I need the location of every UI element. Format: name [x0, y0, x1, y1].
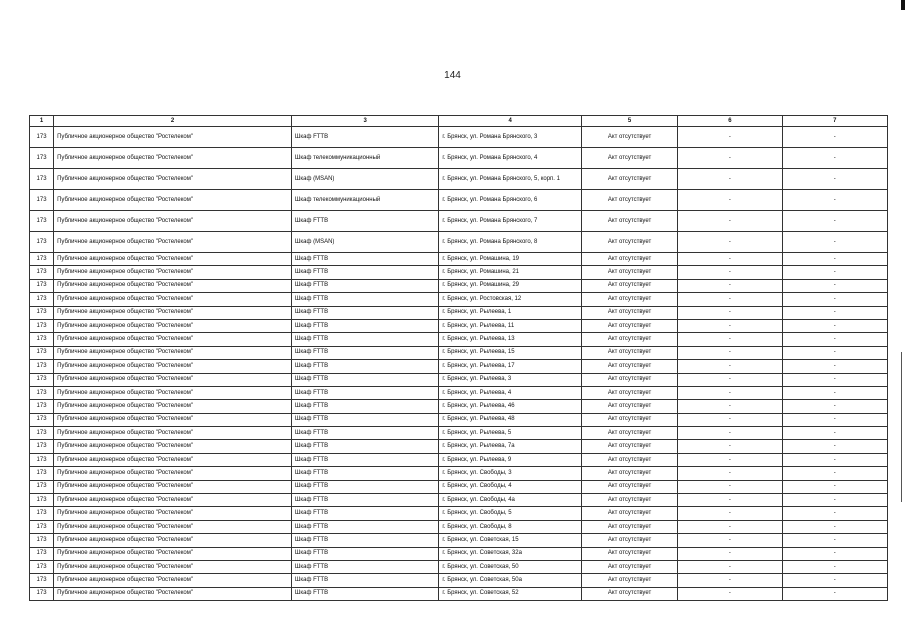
cell-address: г. Брянск, ул. Рылеева, 4: [439, 386, 581, 399]
cell-object: Шкаф FTTB: [291, 127, 439, 148]
cell-col7: -: [782, 440, 887, 453]
cell-address: г. Брянск, ул. Романа Брянского, 6: [439, 190, 581, 211]
table-row: [30, 169, 888, 190]
cell-col7: -: [782, 574, 887, 587]
cell-col7: -: [782, 373, 887, 386]
cell-number: 173: [30, 319, 54, 332]
cell-object: Шкаф FTTB: [291, 360, 439, 373]
cell-act: Акт отсутствует: [581, 211, 677, 232]
cell-owner: Публичное акционерное общество "Ростелеком": [54, 480, 292, 493]
cell-object: Шкаф FTTB: [291, 520, 439, 533]
table-row: [30, 386, 888, 399]
cell-col6: -: [678, 373, 782, 386]
cell-object: Шкаф FTTB: [291, 400, 439, 413]
cell-number: 173: [30, 587, 54, 600]
cell-number: 173: [30, 467, 54, 480]
cell-col7: -: [782, 279, 887, 292]
cell-owner: Публичное акционерное общество "Ростелеком": [54, 587, 292, 600]
cell-col7: -: [782, 480, 887, 493]
cell-col6: -: [678, 427, 782, 440]
cell-number: 173: [30, 373, 54, 386]
cell-act: Акт отсутствует: [581, 520, 677, 533]
scan-corner-mark: [901, 0, 905, 10]
cell-owner: Публичное акционерное общество "Ростелеком": [54, 253, 292, 266]
cell-col6: -: [678, 400, 782, 413]
cell-object: Шкаф FTTB: [291, 211, 439, 232]
cell-col7: -: [782, 547, 887, 560]
cell-col7: -: [782, 253, 887, 266]
cell-number: 173: [30, 253, 54, 266]
cell-address: г. Брянск, ул. Советская, 50: [439, 560, 581, 573]
cell-col7: -: [782, 360, 887, 373]
cell-act: Акт отсутствует: [581, 293, 677, 306]
column-header-2: 2: [54, 116, 292, 127]
cell-act: Акт отсутствует: [581, 507, 677, 520]
cell-col7: -: [782, 386, 887, 399]
cell-address: г. Брянск, ул. Романа Брянского, 8: [439, 232, 581, 253]
cell-col6: -: [678, 587, 782, 600]
cell-address: г. Брянск, ул. Рылеева, 13: [439, 333, 581, 346]
cell-act: Акт отсутствует: [581, 373, 677, 386]
cell-owner: Публичное акционерное общество "Ростелеком": [54, 190, 292, 211]
cell-col7: -: [782, 148, 887, 169]
cell-number: 173: [30, 127, 54, 148]
cell-address: г. Брянск, ул. Свободы, 3: [439, 467, 581, 480]
cell-act: Акт отсутствует: [581, 266, 677, 279]
cell-col6: -: [678, 413, 782, 426]
cell-col6: -: [678, 453, 782, 466]
cell-owner: Публичное акционерное общество "Ростелеком": [54, 453, 292, 466]
cell-object: Шкаф телекоммуникационный: [291, 190, 439, 211]
table-body: [30, 127, 888, 601]
table-row: [30, 293, 888, 306]
cell-owner: Публичное акционерное общество "Ростелеком": [54, 360, 292, 373]
cell-object: Шкаф FTTB: [291, 507, 439, 520]
cell-act: Акт отсутствует: [581, 547, 677, 560]
cell-owner: Публичное акционерное общество "Ростелеком": [54, 148, 292, 169]
cell-number: 173: [30, 279, 54, 292]
cell-number: 173: [30, 453, 54, 466]
column-header-7: 7: [782, 116, 887, 127]
cell-owner: Публичное акционерное общество "Ростелеком": [54, 333, 292, 346]
cell-col6: -: [678, 480, 782, 493]
cell-col7: -: [782, 453, 887, 466]
cell-object: Шкаф FTTB: [291, 453, 439, 466]
cell-owner: Публичное акционерное общество "Ростелеком": [54, 534, 292, 547]
cell-col6: -: [678, 520, 782, 533]
cell-col7: -: [782, 127, 887, 148]
cell-col7: -: [782, 319, 887, 332]
cell-col7: -: [782, 507, 887, 520]
column-header-1: 1: [30, 116, 54, 127]
cell-object: Шкаф (MSAN): [291, 232, 439, 253]
cell-object: Шкаф FTTB: [291, 480, 439, 493]
cell-address: г. Брянск, ул. Романа Брянского, 4: [439, 148, 581, 169]
cell-object: Шкаф FTTB: [291, 306, 439, 319]
cell-owner: Публичное акционерное общество "Ростелеком": [54, 306, 292, 319]
column-header-3: 3: [291, 116, 439, 127]
cell-address: г. Брянск, ул. Свободы, 5: [439, 507, 581, 520]
cell-col7: -: [782, 333, 887, 346]
cell-number: 173: [30, 386, 54, 399]
cell-col7: -: [782, 494, 887, 507]
cell-col7: -: [782, 560, 887, 573]
cell-object: Шкаф FTTB: [291, 534, 439, 547]
cell-object: Шкаф FTTB: [291, 547, 439, 560]
cell-object: Шкаф FTTB: [291, 413, 439, 426]
cell-col7: -: [782, 169, 887, 190]
table-row: [30, 373, 888, 386]
cell-address: г. Брянск, ул. Романа Брянского, 3: [439, 127, 581, 148]
cell-owner: Публичное акционерное общество "Ростелеком": [54, 169, 292, 190]
cell-address: г. Брянск, ул. Свободы, 4а: [439, 494, 581, 507]
cell-address: г. Брянск, ул. Свободы, 4: [439, 480, 581, 493]
cell-address: г. Брянск, ул. Романа Брянского, 5, корп. 1: [439, 169, 581, 190]
cell-number: 173: [30, 480, 54, 493]
cell-object: Шкаф FTTB: [291, 467, 439, 480]
cell-col7: -: [782, 427, 887, 440]
cell-number: 173: [30, 400, 54, 413]
cell-address: г. Брянск, ул. Романа Брянского, 7: [439, 211, 581, 232]
cell-owner: Публичное акционерное общество "Ростелеком": [54, 400, 292, 413]
cell-number: 173: [30, 507, 54, 520]
cell-address: г. Брянск, ул. Рылеева, 7а: [439, 440, 581, 453]
cell-address: г. Брянск, ул. Ромашина, 29: [439, 279, 581, 292]
cell-owner: Публичное акционерное общество "Ростелеком": [54, 127, 292, 148]
table-row: [30, 467, 888, 480]
cell-address: г. Брянск, ул. Ростовская, 12: [439, 293, 581, 306]
cell-number: 173: [30, 440, 54, 453]
table-row: [30, 266, 888, 279]
cell-act: Акт отсутствует: [581, 494, 677, 507]
cell-act: Акт отсутствует: [581, 427, 677, 440]
cell-col6: -: [678, 279, 782, 292]
cell-col7: -: [782, 413, 887, 426]
cell-object: Шкаф FTTB: [291, 333, 439, 346]
table-row: [30, 127, 888, 148]
cell-act: Акт отсутствует: [581, 333, 677, 346]
cell-owner: Публичное акционерное общество "Ростелеком": [54, 266, 292, 279]
cell-col6: -: [678, 494, 782, 507]
cell-object: Шкаф FTTB: [291, 560, 439, 573]
cell-address: г. Брянск, ул. Рылеева, 46: [439, 400, 581, 413]
cell-act: Акт отсутствует: [581, 148, 677, 169]
register-table: [29, 115, 888, 601]
cell-address: г. Брянск, ул. Рылеева, 48: [439, 413, 581, 426]
cell-col6: -: [678, 360, 782, 373]
cell-owner: Публичное акционерное общество "Ростелеком": [54, 494, 292, 507]
cell-owner: Публичное акционерное общество "Ростелеком": [54, 319, 292, 332]
cell-owner: Публичное акционерное общество "Ростелеком": [54, 373, 292, 386]
cell-act: Акт отсутствует: [581, 574, 677, 587]
cell-owner: Публичное акционерное общество "Ростелеком": [54, 232, 292, 253]
cell-col7: -: [782, 190, 887, 211]
cell-col7: -: [782, 232, 887, 253]
cell-act: Акт отсутствует: [581, 587, 677, 600]
table-row: [30, 587, 888, 600]
cell-owner: Публичное акционерное общество "Ростелеком": [54, 467, 292, 480]
cell-object: Шкаф FTTB: [291, 386, 439, 399]
cell-number: 173: [30, 520, 54, 533]
cell-number: 173: [30, 547, 54, 560]
cell-object: Шкаф FTTB: [291, 427, 439, 440]
cell-act: Акт отсутствует: [581, 232, 677, 253]
cell-address: г. Брянск, ул. Ромашина, 21: [439, 266, 581, 279]
cell-owner: Публичное акционерное общество "Ростелеком": [54, 386, 292, 399]
cell-address: г. Брянск, ул. Рылеева, 1: [439, 306, 581, 319]
cell-address: г. Брянск, ул. Рылеева, 3: [439, 373, 581, 386]
cell-col6: -: [678, 547, 782, 560]
cell-number: 173: [30, 427, 54, 440]
cell-address: г. Брянск, ул. Ромашина, 19: [439, 253, 581, 266]
cell-act: Акт отсутствует: [581, 127, 677, 148]
cell-act: Акт отсутствует: [581, 453, 677, 466]
cell-col6: -: [678, 507, 782, 520]
cell-col6: -: [678, 534, 782, 547]
cell-number: 173: [30, 494, 54, 507]
cell-number: 173: [30, 306, 54, 319]
table-row: [30, 480, 888, 493]
table-row: [30, 346, 888, 359]
table-row: [30, 494, 888, 507]
table-row: [30, 279, 888, 292]
cell-col7: -: [782, 266, 887, 279]
table-row: [30, 520, 888, 533]
cell-act: Акт отсутствует: [581, 190, 677, 211]
cell-col6: -: [678, 333, 782, 346]
cell-object: Шкаф FTTB: [291, 587, 439, 600]
cell-col6: -: [678, 306, 782, 319]
cell-number: 173: [30, 190, 54, 211]
cell-col7: -: [782, 293, 887, 306]
table-header: [30, 116, 888, 127]
cell-owner: Публичное акционерное общество "Ростелеком": [54, 427, 292, 440]
cell-col6: -: [678, 574, 782, 587]
cell-address: г. Брянск, ул. Советская, 52: [439, 587, 581, 600]
cell-act: Акт отсутствует: [581, 440, 677, 453]
table-row: [30, 534, 888, 547]
cell-number: 173: [30, 560, 54, 573]
cell-owner: Публичное акционерное общество "Ростелеком": [54, 440, 292, 453]
cell-col6: -: [678, 211, 782, 232]
cell-number: 173: [30, 169, 54, 190]
cell-object: Шкаф FTTB: [291, 373, 439, 386]
cell-owner: Публичное акционерное общество "Ростелеком": [54, 507, 292, 520]
cell-object: Шкаф FTTB: [291, 494, 439, 507]
cell-number: 173: [30, 211, 54, 232]
cell-owner: Публичное акционерное общество "Ростелеком": [54, 413, 292, 426]
cell-col7: -: [782, 534, 887, 547]
table-row: [30, 400, 888, 413]
cell-object: Шкаф FTTB: [291, 440, 439, 453]
cell-number: 173: [30, 148, 54, 169]
cell-object: Шкаф (MSAN): [291, 169, 439, 190]
cell-number: 173: [30, 346, 54, 359]
cell-col6: -: [678, 293, 782, 306]
cell-col6: -: [678, 169, 782, 190]
cell-col7: -: [782, 520, 887, 533]
table-row: [30, 333, 888, 346]
cell-col6: -: [678, 467, 782, 480]
cell-object: Шкаф FTTB: [291, 574, 439, 587]
cell-col6: -: [678, 190, 782, 211]
cell-col6: -: [678, 232, 782, 253]
cell-col7: -: [782, 346, 887, 359]
cell-act: Акт отсутствует: [581, 319, 677, 332]
cell-act: Акт отсутствует: [581, 400, 677, 413]
table-row: [30, 560, 888, 573]
cell-object: Шкаф FTTB: [291, 279, 439, 292]
cell-col6: -: [678, 560, 782, 573]
table-row: [30, 547, 888, 560]
cell-number: 173: [30, 413, 54, 426]
cell-act: Акт отсутствует: [581, 279, 677, 292]
cell-owner: Публичное акционерное общество "Ростелеком": [54, 211, 292, 232]
cell-number: 173: [30, 360, 54, 373]
cell-col6: -: [678, 253, 782, 266]
cell-object: Шкаф FTTB: [291, 319, 439, 332]
column-header-5: 5: [581, 116, 677, 127]
cell-number: 173: [30, 232, 54, 253]
table-row: [30, 413, 888, 426]
cell-act: Акт отсутствует: [581, 306, 677, 319]
cell-act: Акт отсутствует: [581, 346, 677, 359]
table-row: [30, 453, 888, 466]
cell-object: Шкаф FTTB: [291, 266, 439, 279]
cell-col7: -: [782, 467, 887, 480]
cell-object: Шкаф FTTB: [291, 346, 439, 359]
cell-act: Акт отсутствует: [581, 560, 677, 573]
cell-address: г. Брянск, ул. Рылеева, 11: [439, 319, 581, 332]
cell-act: Акт отсутствует: [581, 534, 677, 547]
table-row: [30, 190, 888, 211]
cell-col6: -: [678, 346, 782, 359]
cell-col7: -: [782, 587, 887, 600]
table-row: [30, 507, 888, 520]
table-row: [30, 253, 888, 266]
table-row: [30, 211, 888, 232]
page-number: 144: [444, 70, 461, 81]
cell-col6: -: [678, 127, 782, 148]
cell-col6: -: [678, 440, 782, 453]
cell-address: г. Брянск, ул. Советская, 50а: [439, 574, 581, 587]
column-header-6: 6: [678, 116, 782, 127]
cell-col7: -: [782, 211, 887, 232]
cell-act: Акт отсутствует: [581, 480, 677, 493]
cell-address: г. Брянск, ул. Советская, 32а: [439, 547, 581, 560]
cell-address: г. Брянск, ул. Рылеева, 5: [439, 427, 581, 440]
cell-col7: -: [782, 400, 887, 413]
table-row: [30, 360, 888, 373]
cell-act: Акт отсутствует: [581, 169, 677, 190]
cell-act: Акт отсутствует: [581, 253, 677, 266]
cell-address: г. Брянск, ул. Рылеева, 15: [439, 346, 581, 359]
table-row: [30, 306, 888, 319]
cell-owner: Публичное акционерное общество "Ростелеком": [54, 279, 292, 292]
cell-col6: -: [678, 319, 782, 332]
table-row: [30, 319, 888, 332]
cell-owner: Публичное акционерное общество "Ростелеком": [54, 520, 292, 533]
cell-address: г. Брянск, ул. Советская, 15: [439, 534, 581, 547]
table-row: [30, 148, 888, 169]
cell-number: 173: [30, 534, 54, 547]
column-header-4: 4: [439, 116, 581, 127]
cell-number: 173: [30, 266, 54, 279]
cell-address: г. Брянск, ул. Рылеева, 17: [439, 360, 581, 373]
cell-act: Акт отсутствует: [581, 386, 677, 399]
cell-number: 173: [30, 574, 54, 587]
table-row: [30, 574, 888, 587]
cell-act: Акт отсутствует: [581, 413, 677, 426]
cell-owner: Публичное акционерное общество "Ростелеком": [54, 547, 292, 560]
cell-address: г. Брянск, ул. Рылеева, 9: [439, 453, 581, 466]
cell-owner: Публичное акционерное общество "Ростелеком": [54, 560, 292, 573]
cell-col7: -: [782, 306, 887, 319]
cell-col6: -: [678, 148, 782, 169]
cell-owner: Публичное акционерное общество "Ростелеком": [54, 346, 292, 359]
scan-edge-line: [901, 352, 902, 502]
cell-owner: Публичное акционерное общество "Ростелеком": [54, 293, 292, 306]
cell-number: 173: [30, 293, 54, 306]
cell-col6: -: [678, 386, 782, 399]
cell-act: Акт отсутствует: [581, 467, 677, 480]
cell-col6: -: [678, 266, 782, 279]
table-row: [30, 440, 888, 453]
cell-object: Шкаф FTTB: [291, 293, 439, 306]
table-row: [30, 427, 888, 440]
cell-owner: Публичное акционерное общество "Ростелеком": [54, 574, 292, 587]
cell-object: Шкаф FTTB: [291, 253, 439, 266]
cell-number: 173: [30, 333, 54, 346]
table-row: [30, 232, 888, 253]
header-row: [30, 116, 888, 127]
cell-object: Шкаф телекоммуникационный: [291, 148, 439, 169]
cell-act: Акт отсутствует: [581, 360, 677, 373]
cell-address: г. Брянск, ул. Свободы, 8: [439, 520, 581, 533]
